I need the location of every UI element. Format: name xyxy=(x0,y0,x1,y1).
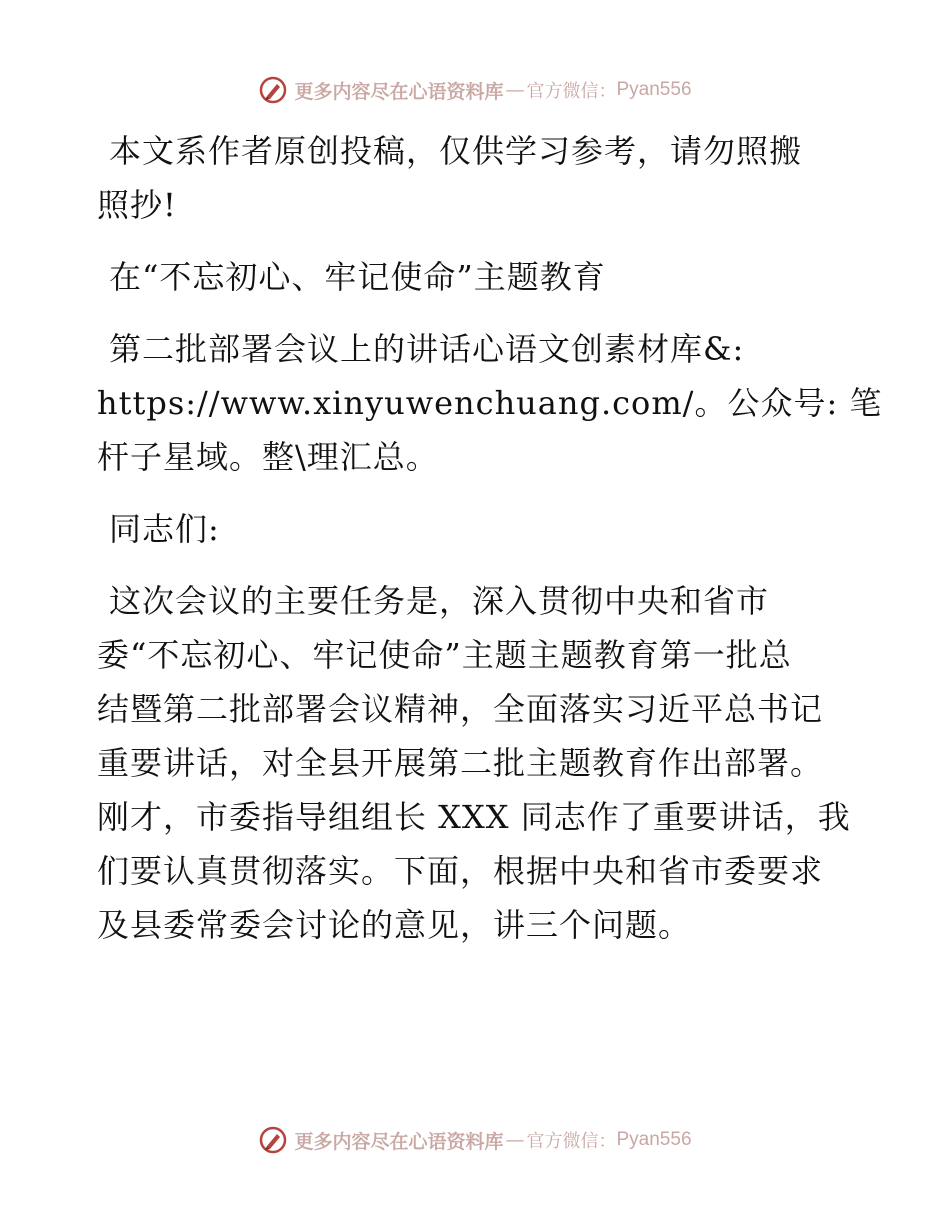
notice-line: 照抄! xyxy=(97,186,177,224)
pen-logo-icon xyxy=(258,1125,288,1155)
watermark-site-text: 更多内容尽在心语资料库 xyxy=(294,1130,504,1153)
salutation-line: 同志们: xyxy=(109,510,220,548)
copyright-notice xyxy=(97,124,853,232)
header-watermark xyxy=(0,70,950,110)
pen-logo-icon xyxy=(258,75,288,105)
body-line: 委“不忘初心、牢记使命”主题主题教育第一批总 xyxy=(97,636,792,674)
notice-line: 本文系作者原创投稿，仅供学习参考，请勿照搬 xyxy=(109,132,803,170)
watermark-wechat-id: Pyan556 xyxy=(616,1129,692,1150)
body-line: 重要讲话，对全县开展第二批主题教育作出部署。 xyxy=(97,744,824,782)
title-line: 在“不忘初心、牢记使命”主题教育 xyxy=(109,258,606,296)
watermark-dash: — xyxy=(505,79,525,101)
footer-watermark xyxy=(0,1120,950,1160)
watermark-dash: — xyxy=(505,1129,525,1151)
body-line: 及县委常委会讨论的意见，讲三个问题。 xyxy=(97,906,692,944)
watermark-official-label: 官方微信： xyxy=(526,1131,617,1152)
document-body xyxy=(97,124,883,970)
body-line: 刚才，市委指导组组长 XXX 同志作了重要讲话，我 xyxy=(97,798,851,836)
body-line: 这次会议的主要任务是，深入贯彻中央和省市 xyxy=(109,582,770,620)
subtitle-line: 第二批部署会议上的讲话心语文创素材库&: xyxy=(109,330,745,368)
body-line: 结暨第二批部署会议精神，全面落实习近平总书记 xyxy=(97,690,824,728)
speech-title xyxy=(97,250,853,304)
watermark-official-label: 官方微信： xyxy=(526,81,617,102)
speech-subtitle xyxy=(97,322,883,484)
body-paragraph xyxy=(97,574,853,952)
subtitle-line: 杆子星域。整\理汇总。 xyxy=(97,438,439,476)
body-line: 们要认真贯彻落实。下面，根据中央和省市委要求 xyxy=(97,852,824,890)
watermark-site-text: 更多内容尽在心语资料库 xyxy=(294,80,504,103)
subtitle-line: https://www.xinyuwenchuang.com/。公众号: 笔 xyxy=(97,384,883,422)
salutation xyxy=(97,502,853,556)
watermark-wechat-id: Pyan556 xyxy=(616,79,692,100)
